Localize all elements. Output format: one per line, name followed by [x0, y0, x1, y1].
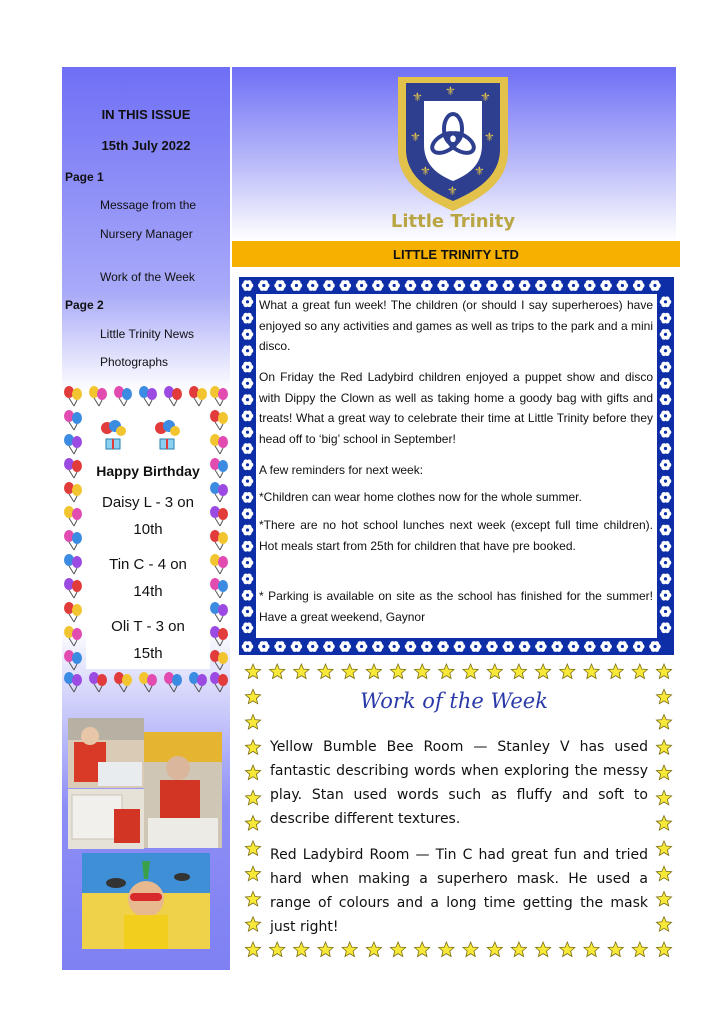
- balloon-icon: [208, 457, 230, 479]
- balloon-icon: [208, 601, 230, 623]
- balloon-icon: [208, 553, 230, 575]
- flower-icon: [660, 622, 672, 633]
- gift-balloons-icon: [98, 419, 128, 451]
- flower-icon: [633, 280, 645, 291]
- flower-icon: [242, 411, 254, 422]
- toc-item-photographs[interactable]: Photographs: [100, 355, 169, 369]
- flower-icon: [258, 280, 270, 291]
- star-icon: [487, 942, 502, 957]
- balloon-icon: [62, 409, 84, 431]
- svg-text:⚜: ⚜: [420, 164, 431, 178]
- balloon-icon: [62, 433, 84, 455]
- star-icon: [342, 664, 357, 679]
- title-banner: [232, 241, 680, 267]
- flower-icon: [291, 280, 303, 291]
- star-icon: [245, 664, 260, 679]
- flower-icon: [660, 508, 672, 519]
- flower-icon: [421, 641, 433, 652]
- star-icon: [245, 740, 260, 755]
- flower-icon: [519, 280, 531, 291]
- balloon-icon: [208, 505, 230, 527]
- star-icon: [656, 816, 671, 831]
- flower-icon: [242, 590, 254, 601]
- flower-icon: [242, 508, 254, 519]
- star-icon: [245, 790, 260, 804]
- flower-icon: [242, 641, 254, 652]
- star-icon: [632, 942, 647, 957]
- flower-icon: [660, 411, 672, 422]
- birthday-entry: 14th: [133, 583, 163, 600]
- star-icon: [245, 816, 260, 831]
- photo-messy-play: [68, 718, 144, 788]
- flower-icon: [551, 280, 563, 291]
- flower-icon: [421, 280, 433, 291]
- photo-messy-play-3: [68, 789, 144, 849]
- flower-icon: [323, 641, 335, 652]
- svg-text:⚜: ⚜: [480, 90, 491, 104]
- flower-icon: [600, 641, 612, 652]
- balloon-icon: [62, 625, 84, 647]
- balloon-icon: [112, 671, 134, 693]
- issue-heading: IN THIS ISSUE: [101, 107, 191, 122]
- star-icon: [656, 866, 671, 881]
- flower-icon: [660, 443, 672, 454]
- balloon-icon: [62, 457, 84, 479]
- balloon-icon: [208, 671, 230, 693]
- flower-icon: [617, 280, 629, 291]
- star-icon: [318, 942, 333, 957]
- star-icon: [245, 715, 260, 730]
- svg-text:⚜: ⚜: [484, 130, 495, 144]
- balloon-icon: [208, 577, 230, 599]
- flower-icon: [437, 641, 449, 652]
- flower-icon: [470, 641, 482, 652]
- balloon-icon: [187, 385, 209, 407]
- birthday-entry: Daisy L - 3 on: [102, 494, 194, 511]
- star-icon: [245, 942, 260, 957]
- balloon-icon: [62, 529, 84, 551]
- flower-icon: [660, 541, 672, 552]
- balloon-icon: [62, 505, 84, 527]
- star-icon: [270, 942, 285, 957]
- birthday-title: Happy Birthday: [96, 463, 200, 479]
- flower-icon: [242, 378, 254, 389]
- flower-icon: [242, 606, 254, 617]
- flower-icon: [660, 362, 672, 373]
- star-icon: [608, 664, 623, 679]
- flower-icon: [486, 280, 498, 291]
- flower-icon: [242, 329, 254, 340]
- flower-icon: [454, 280, 466, 291]
- flower-icon: [660, 296, 672, 307]
- flower-icon: [660, 492, 672, 503]
- flower-icon: [503, 641, 515, 652]
- message-paragraph: On Friday the Red Ladybird children enjoyed a puppet show and disco with Dippy the Clown as well as taking home a goody bag with gifts and treats! What a great way to celebrate their time at Little Trinity before they head off to ‘big’ school in September!: [259, 370, 653, 446]
- star-icon: [656, 715, 671, 730]
- flower-icon: [274, 641, 286, 652]
- flower-icon: [242, 541, 254, 552]
- flower-icon: [388, 280, 400, 291]
- star-icon: [560, 664, 575, 679]
- balloon-icon: [208, 433, 230, 455]
- flower-icon: [470, 280, 482, 291]
- flower-icon: [660, 378, 672, 389]
- star-icon: [391, 664, 406, 679]
- logo-text: Little Trinity: [390, 211, 516, 232]
- sidebar: [62, 67, 230, 970]
- flower-icon: [584, 641, 596, 652]
- balloon-icon: [87, 385, 109, 407]
- balloon-icon: [208, 529, 230, 551]
- star-icon: [463, 942, 478, 957]
- star-icon: [415, 664, 430, 679]
- flower-icon: [519, 641, 531, 652]
- star-icon: [536, 942, 551, 957]
- flower-icon: [660, 394, 672, 405]
- flower-icon: [633, 641, 645, 652]
- balloon-icon: [208, 481, 230, 503]
- star-icon: [294, 664, 309, 679]
- balloon-icon: [62, 385, 84, 407]
- flower-icon: [356, 641, 368, 652]
- trinity-knot-shield-icon: [390, 71, 516, 235]
- flower-icon: [242, 313, 254, 324]
- message-paragraph: * Parking is available on site as the school has finished for the summer! Have a great weekend, Gaynor: [259, 589, 653, 624]
- flower-icon: [405, 280, 417, 291]
- star-icon: [511, 664, 526, 679]
- balloon-icon: [137, 385, 159, 407]
- birthday-entry: Tin C - 4 on: [109, 556, 187, 573]
- star-icon: [245, 917, 260, 932]
- flower-icon: [242, 476, 254, 487]
- balloon-icon: [62, 577, 84, 599]
- balloon-icon: [62, 553, 84, 575]
- balloon-icon: [208, 649, 230, 671]
- balloon-icon: [87, 671, 109, 693]
- flower-icon: [372, 280, 384, 291]
- balloon-icon: [62, 481, 84, 503]
- flower-icon: [649, 641, 661, 652]
- star-icon: [391, 942, 406, 957]
- flower-icon: [660, 459, 672, 470]
- flower-icon: [242, 622, 254, 633]
- flower-icon: [600, 280, 612, 291]
- svg-text:⚜: ⚜: [445, 84, 456, 98]
- page2-label: Page 2: [65, 298, 104, 312]
- birthday-entry: 15th: [133, 645, 163, 662]
- flower-icon: [340, 280, 352, 291]
- flower-icon: [340, 641, 352, 652]
- manager-message-box: [239, 277, 674, 655]
- star-icon: [656, 841, 671, 856]
- flower-icon: [242, 296, 254, 307]
- star-icon: [511, 942, 526, 957]
- flower-icon: [242, 394, 254, 405]
- star-icon: [656, 765, 671, 780]
- flower-icon: [486, 641, 498, 652]
- flower-icon: [242, 345, 254, 356]
- star-icon: [487, 664, 502, 679]
- star-icon: [656, 790, 671, 804]
- flower-icon: [649, 280, 661, 291]
- balloon-icon: [62, 649, 84, 671]
- flower-icon: [660, 606, 672, 617]
- flower-icon: [405, 641, 417, 652]
- flower-icon: [242, 525, 254, 536]
- flower-icon: [660, 427, 672, 438]
- flower-icon: [307, 641, 319, 652]
- star-icon: [656, 917, 671, 932]
- flower-icon: [584, 280, 596, 291]
- svg-text:⚜: ⚜: [410, 130, 421, 144]
- flower-icon: [274, 280, 286, 291]
- flower-icon: [454, 641, 466, 652]
- balloon-icon: [208, 409, 230, 431]
- star-icon: [608, 942, 623, 957]
- star-icon: [245, 765, 260, 780]
- star-icon: [245, 841, 260, 856]
- flower-icon: [242, 574, 254, 585]
- star-icon: [632, 664, 647, 679]
- header-banner: [232, 67, 676, 241]
- star-icon: [439, 942, 454, 957]
- banner-title: LITTLE TRINITY LTD: [393, 247, 519, 262]
- toc-item-news[interactable]: Little Trinity News: [100, 327, 195, 341]
- flower-icon: [660, 345, 672, 356]
- star-icon: [656, 892, 671, 906]
- flower-icon: [660, 476, 672, 487]
- flower-icon: [535, 280, 547, 291]
- flower-icon: [242, 362, 254, 373]
- message-paragraph: *There are no hot school lunches next week (except full time children). Hot meals start from 25th for children that have pre booked.: [259, 518, 653, 553]
- balloon-icon: [62, 671, 84, 693]
- flower-icon: [568, 280, 580, 291]
- flower-icon: [242, 427, 254, 438]
- balloon-icon: [62, 601, 84, 623]
- flower-icon: [568, 641, 580, 652]
- svg-text:⚜: ⚜: [412, 90, 423, 104]
- star-icon: [415, 942, 430, 957]
- balloon-icon: [162, 671, 184, 693]
- toc-item-message[interactable]: Message from the: [100, 198, 197, 212]
- page1-label: Page 1: [65, 170, 104, 184]
- toc-item-message-cont[interactable]: Nursery Manager: [100, 227, 193, 241]
- balloon-icon: [137, 671, 159, 693]
- svg-text:⚜: ⚜: [447, 184, 458, 198]
- birthday-entry: 10th: [133, 521, 163, 538]
- flower-icon: [242, 492, 254, 503]
- balloon-icon: [162, 385, 184, 407]
- photo-messy-play-2: [144, 732, 222, 848]
- flower-icon: [388, 641, 400, 652]
- star-icon: [318, 664, 333, 679]
- star-icon: [463, 664, 478, 679]
- flower-icon: [503, 280, 515, 291]
- toc-item-work-of-week[interactable]: Work of the Week: [100, 270, 195, 284]
- flower-icon: [535, 641, 547, 652]
- flower-icon: [437, 280, 449, 291]
- flower-icon: [551, 641, 563, 652]
- balloon-icon: [208, 385, 230, 407]
- star-icon: [656, 942, 671, 957]
- flower-icon: [617, 641, 629, 652]
- manager-message: [256, 294, 657, 638]
- svg-text:⚜: ⚜: [474, 164, 485, 178]
- flower-icon: [660, 329, 672, 340]
- message-paragraph: What a great fun week! The children (or should I say superheroes) have enjoyed so any activities and games as well as trips to the park and a mini disco.: [259, 298, 653, 353]
- star-icon: [366, 664, 381, 679]
- birthday-box: [86, 411, 210, 669]
- star-icon: [584, 942, 599, 957]
- flower-icon: [242, 443, 254, 454]
- star-icon: [294, 942, 309, 957]
- work-entry-ladybird: Red Ladybird Room — Tin C had great fun and tried hard when making a superhero mask. He used a range of colours and a long time getting the mask just right!: [270, 847, 648, 935]
- balloon-icon: [208, 625, 230, 647]
- star-icon: [245, 866, 260, 881]
- flower-icon: [242, 557, 254, 568]
- flower-icon: [372, 641, 384, 652]
- star-icon: [270, 664, 285, 679]
- star-icon: [584, 664, 599, 679]
- star-icon: [560, 942, 575, 957]
- flower-icon: [258, 641, 270, 652]
- star-icon: [366, 942, 381, 957]
- flower-icon: [356, 280, 368, 291]
- flower-icon: [660, 574, 672, 585]
- flower-icon: [242, 280, 254, 291]
- flower-icon: [291, 641, 303, 652]
- flower-icon: [660, 557, 672, 568]
- balloon-icon: [187, 671, 209, 693]
- birthday-frame: [62, 385, 230, 693]
- message-paragraph: *Children can wear home clothes now for the whole summer.: [259, 490, 582, 504]
- flower-icon: [660, 525, 672, 536]
- star-icon: [342, 942, 357, 957]
- star-icon: [656, 664, 671, 679]
- flower-icon: [660, 590, 672, 601]
- work-entry-bumble-bee: Yellow Bumble Bee Room — Stanley V has used fantastic describing words when exploring the messy play. Stan used words such as fluffy and soft to describe different textures.: [270, 739, 648, 827]
- flower-icon: [242, 459, 254, 470]
- flower-icon: [307, 280, 319, 291]
- photo-superhero-mask: [82, 853, 210, 949]
- star-icon: [245, 892, 260, 906]
- flower-icon: [323, 280, 335, 291]
- star-icon: [439, 664, 454, 679]
- issue-date: 15th July 2022: [101, 138, 191, 153]
- work-of-week-title: Work of the Week: [360, 689, 548, 713]
- flower-icon: [660, 313, 672, 324]
- star-icon: [536, 664, 551, 679]
- gift-balloons-icon: [152, 419, 182, 451]
- star-icon: [656, 740, 671, 755]
- message-paragraph: A few reminders for next week:: [259, 463, 424, 477]
- birthday-entry: Oli T - 3 on: [111, 618, 185, 635]
- balloon-icon: [112, 385, 134, 407]
